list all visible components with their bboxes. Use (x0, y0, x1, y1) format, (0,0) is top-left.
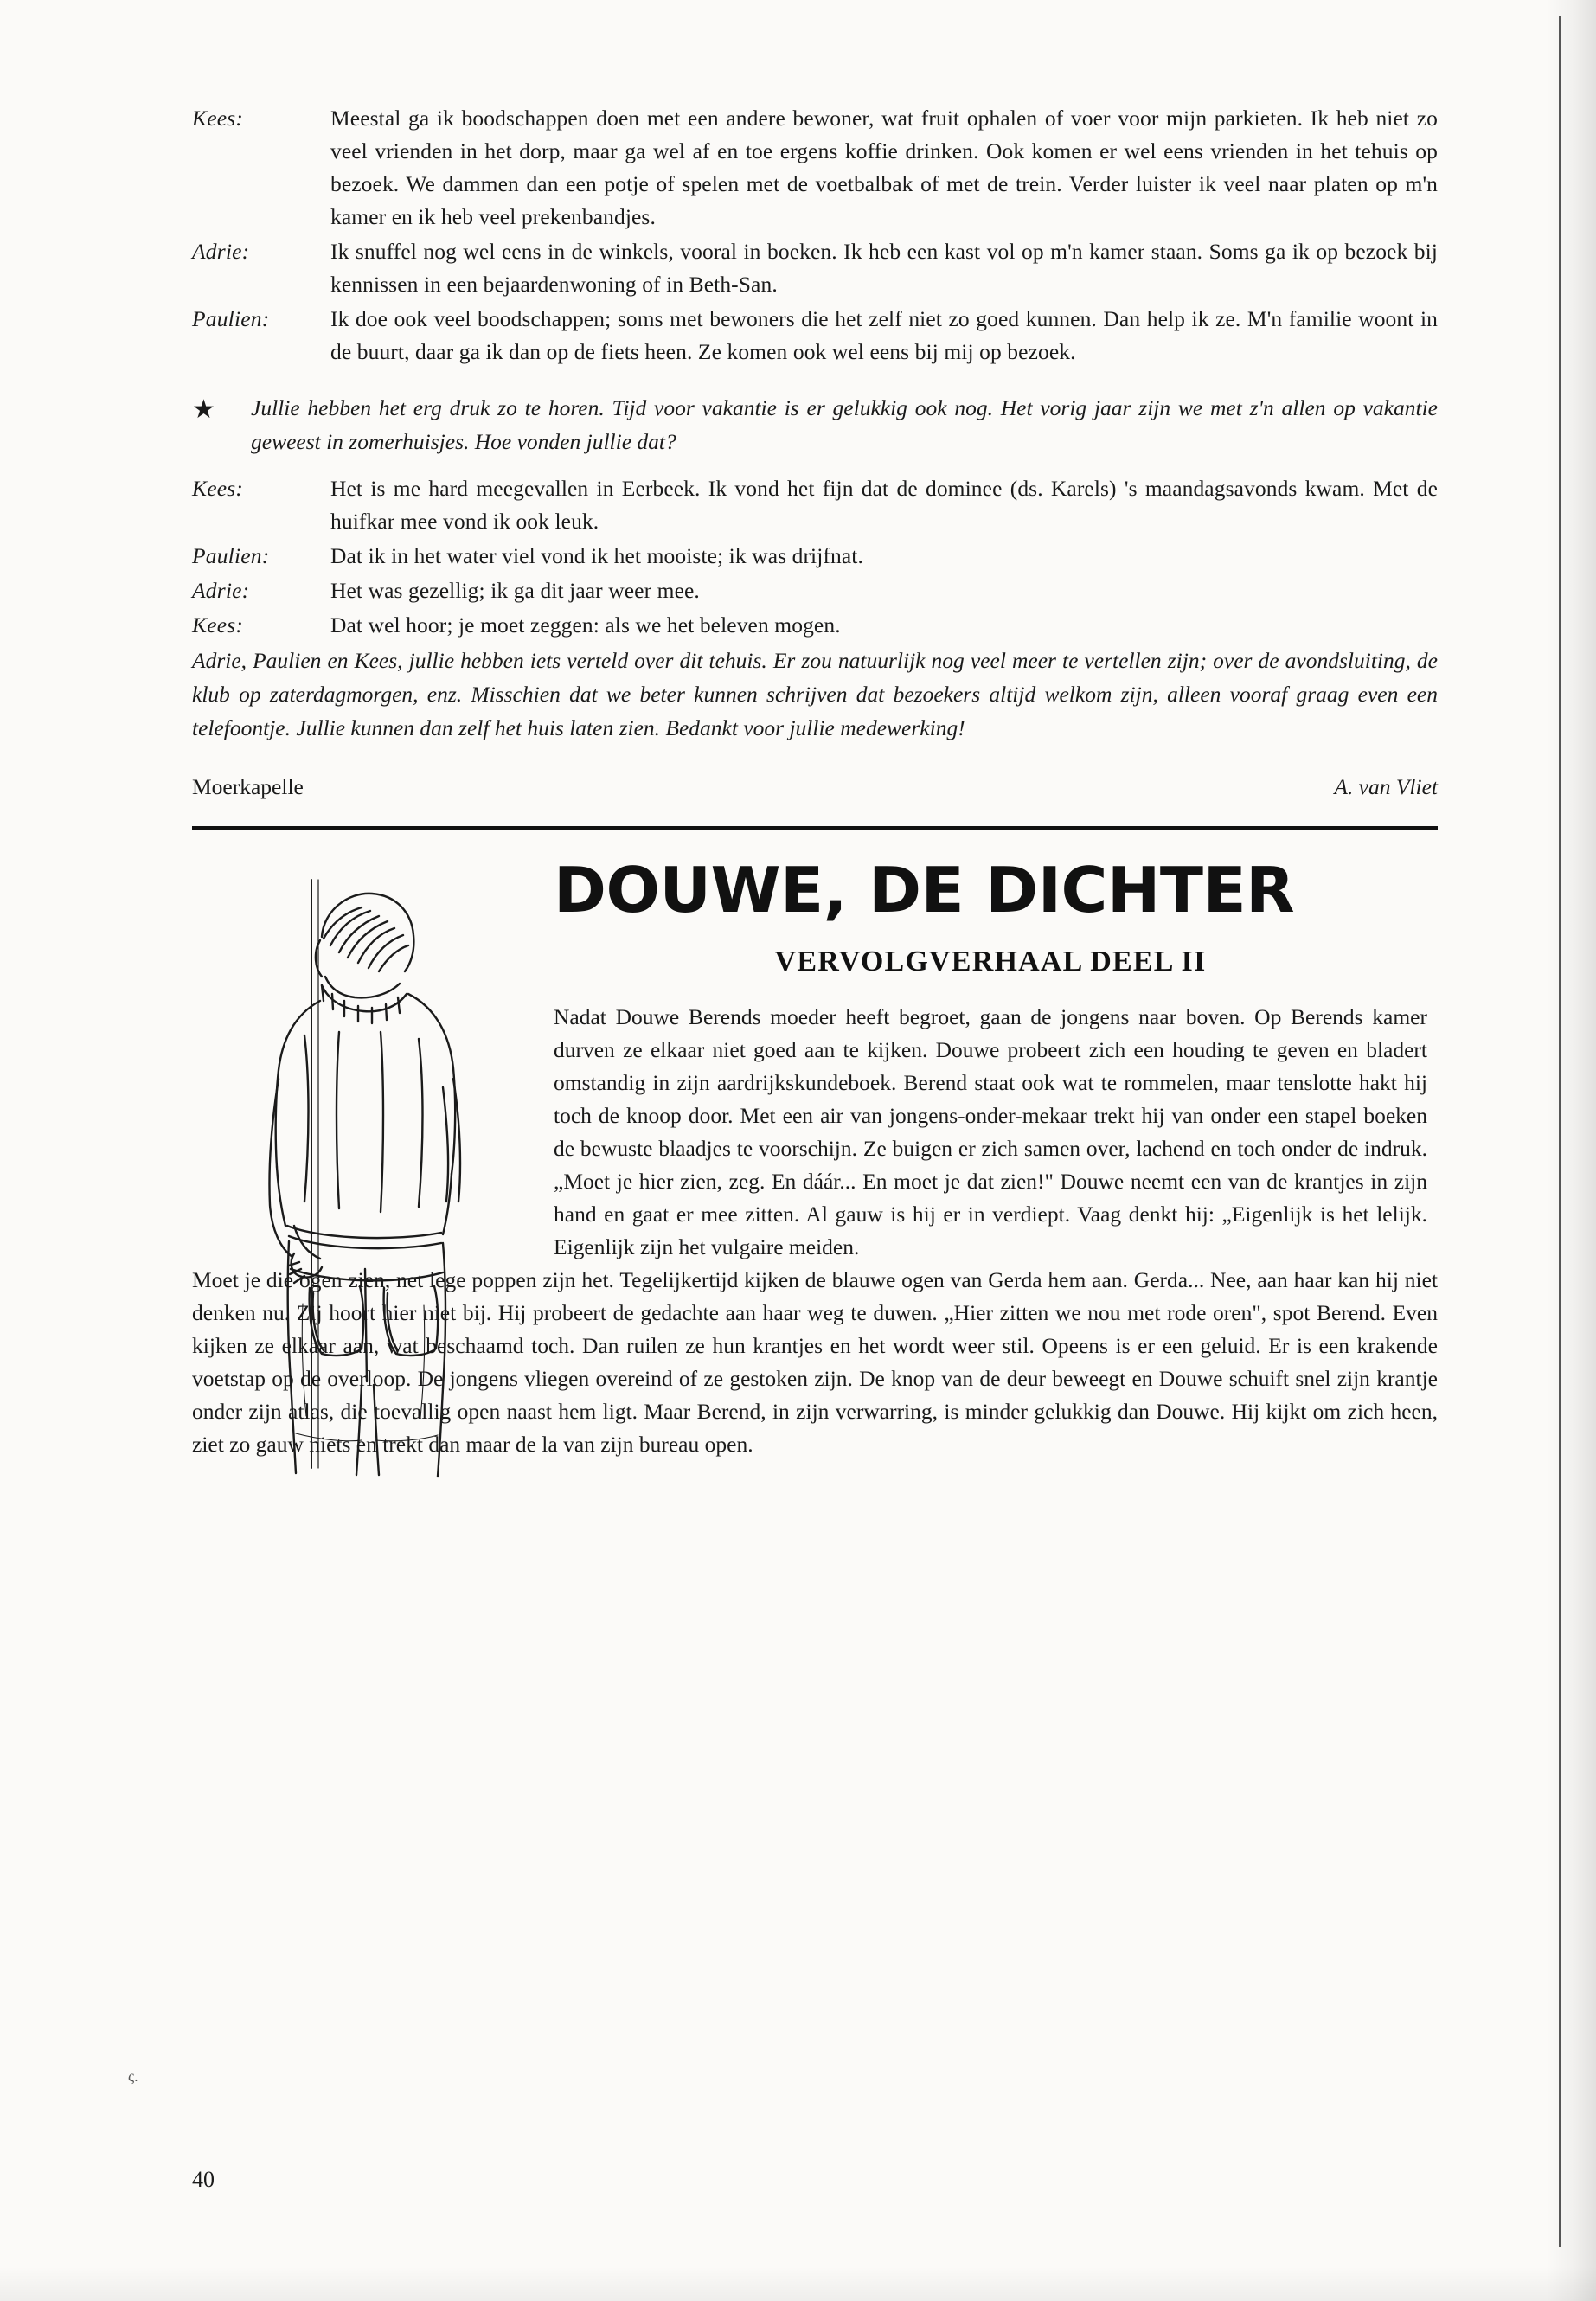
speaker-label: Kees: (192, 612, 244, 638)
signature-place: Moerkapelle (192, 774, 304, 799)
speaker-text: Het was gezellig; ik ga dit jaar weer mee. (330, 578, 700, 603)
boy-standing-illustration (192, 862, 538, 1503)
dialogue-row (192, 102, 1438, 234)
editor-question-text: Jullie hebben het erg druk zo te horen. Tijd voor vakantie is er gelukkig ook nog. Het vorig jaar zijn we met z'n allen op vakantie geweest in zomerhuisjes. Hoe vonden jullie dat? (251, 395, 1438, 454)
article-paragraph: Nadat Douwe Berends moeder heeft begroet, gaan de jongens naar boven. Op Berends kamer durven ze elkaar niet goed aan te kijken. Douwe probeert zich een houding te geven en bladert omstandig in zijn aardrijkskundeboek. Berend staat ook wat te rommelen, maar tenslotte hakt hij toch de knoop door. Met een air van jongens-onder-mekaar trekt hij van onder een stapel boeken de bewuste blaadjes te voorschijn. Ze buigen er zich samen over, lachend en toch onder de indruk. „Moet je hier zien, zeg. En dáár... En moet je dat zien!" Douwe neemt een van de krantjes in zijn hand en gaat er mee zitten. Al gauw is hij er in verdiept. Vaag denkt hij: „Eigenlijk is het lelijk. Eigenlijk zijn het vulgaire meiden. (554, 1004, 1427, 1259)
scan-edge-right (1546, 0, 1596, 2301)
editor-question-block (192, 391, 1438, 458)
page-number: 40 (192, 2167, 215, 2192)
dialogue-row (192, 609, 1438, 642)
closing-paragraph: Adrie, Paulien en Kees, jullie hebben iets verteld over dit tehuis. Er zou natuurlijk nog veel meer te vertellen zijn; over de avondsluiting, de klub op zaterdagmorgen, enz. Misschien dat we beter kunnen schrijven dat bezoekers altijd welkom zijn, alleen vooraf graag even een telefoontje. Jullie kunnen dan zelf het huis laten zien. Bedankt voor jullie medewerking! (192, 648, 1438, 740)
speaker-label: Kees: (192, 106, 244, 131)
speaker-label: Adrie: (192, 578, 250, 603)
scan-edge-bottom (0, 2266, 1596, 2301)
dialogue-row (192, 574, 1438, 607)
signature-author: A. van Vliet (1334, 774, 1438, 799)
article-header (554, 854, 1438, 978)
margin-mark: ς. (128, 2067, 138, 2085)
article-subtitle: VERVOLGVERHAAL DEEL II (774, 945, 1207, 977)
speaker-label: Paulien: (192, 306, 270, 331)
page-content (192, 102, 1438, 1461)
dialogue-row (192, 540, 1438, 573)
dialogue-row (192, 472, 1438, 538)
dialogue-row (192, 303, 1438, 369)
speaker-text: Het is me hard meegevallen in Eerbeek. Ik vond het fijn dat de dominee (ds. Karels) 's maandagsavonds kwam. Met de huifkar mee vond ik ook leuk. (330, 476, 1438, 534)
page-spine-line (1559, 16, 1561, 2247)
speaker-text: Dat ik in het water viel vond ik het mooiste; ik was drijfnat. (330, 543, 863, 568)
speaker-text: Ik snuffel nog wel eens in de winkels, vooral in boeken. Ik heb een kast vol op m'n kamer staan. Soms ga ik op bezoek bij kennissen in een bejaardenwoning of in Beth-San. (330, 239, 1438, 297)
signature-row (192, 774, 1438, 800)
star-bullet-icon: ★ (192, 395, 215, 424)
article-section (192, 854, 1438, 1461)
speaker-label: Paulien: (192, 543, 270, 568)
article-paragraph: Moet je die ogen zien, net lege poppen zijn het. Tegelijkertijd kijken de blauwe ogen van Gerda hem aan. Gerda... Nee, aan haar kan hij niet denken nu. Zij hoort hier niet bij. Hij probeert de gedachte aan haar weg te duwen. „Hier zitten we nou met rode oren", spot Berend. Even kijken ze elkaar aan, wat beschaamd toch. Dan ruilen ze hun krantjes en het wordt weer stil. Opeens is er een geluid. Er is een krakende voetstap op de overloop. De jongens vliegen overeind of ze gestoken zijn. De knop van de deur beweegt en Douwe schuift snel zijn krantje onder zijn atlas, die toevallig open naast hem ligt. Maar Berend, in zijn verwarring, is minder gelukkig dan Douwe. Hij kijkt om zich heen, ziet zo gauw niets en trekt dan maar de la van zijn bureau open. (192, 1267, 1438, 1457)
speaker-text: Ik doe ook veel boodschappen; soms met bewoners die het zelf niet zo goed kunnen. Dan help ik ze. M'n familie woont in de buurt, daar ga ik dan op de fiets heen. Ze komen ook wel eens bij mij op bezoek. (330, 306, 1438, 364)
dialogue-row (192, 235, 1438, 301)
speaker-label: Adrie: (192, 239, 250, 264)
speaker-text: Meestal ga ik boodschappen doen met een andere bewoner, wat fruit ophalen of voer voor mijn parkieten. Ik heb niet zo veel vrienden in het dorp, maar ga wel af en toe ergens koffie drinken. Ook komen er wel eens vrienden in het tehuis op bezoek. We dammen dan een potje of spelen met de voetbalbak of met de trein. Verder luister ik veel naar platen op m'n kamer en ik heb veel prekenbandjes. (330, 106, 1438, 229)
speaker-label: Kees: (192, 476, 244, 501)
section-divider (192, 826, 1438, 830)
article-title: DOUWE, DE DICHTER (554, 854, 1295, 926)
article-body-wrapped (554, 1001, 1427, 1264)
speaker-text: Dat wel hoor; je moet zeggen: als we het beleven mogen. (330, 612, 841, 638)
